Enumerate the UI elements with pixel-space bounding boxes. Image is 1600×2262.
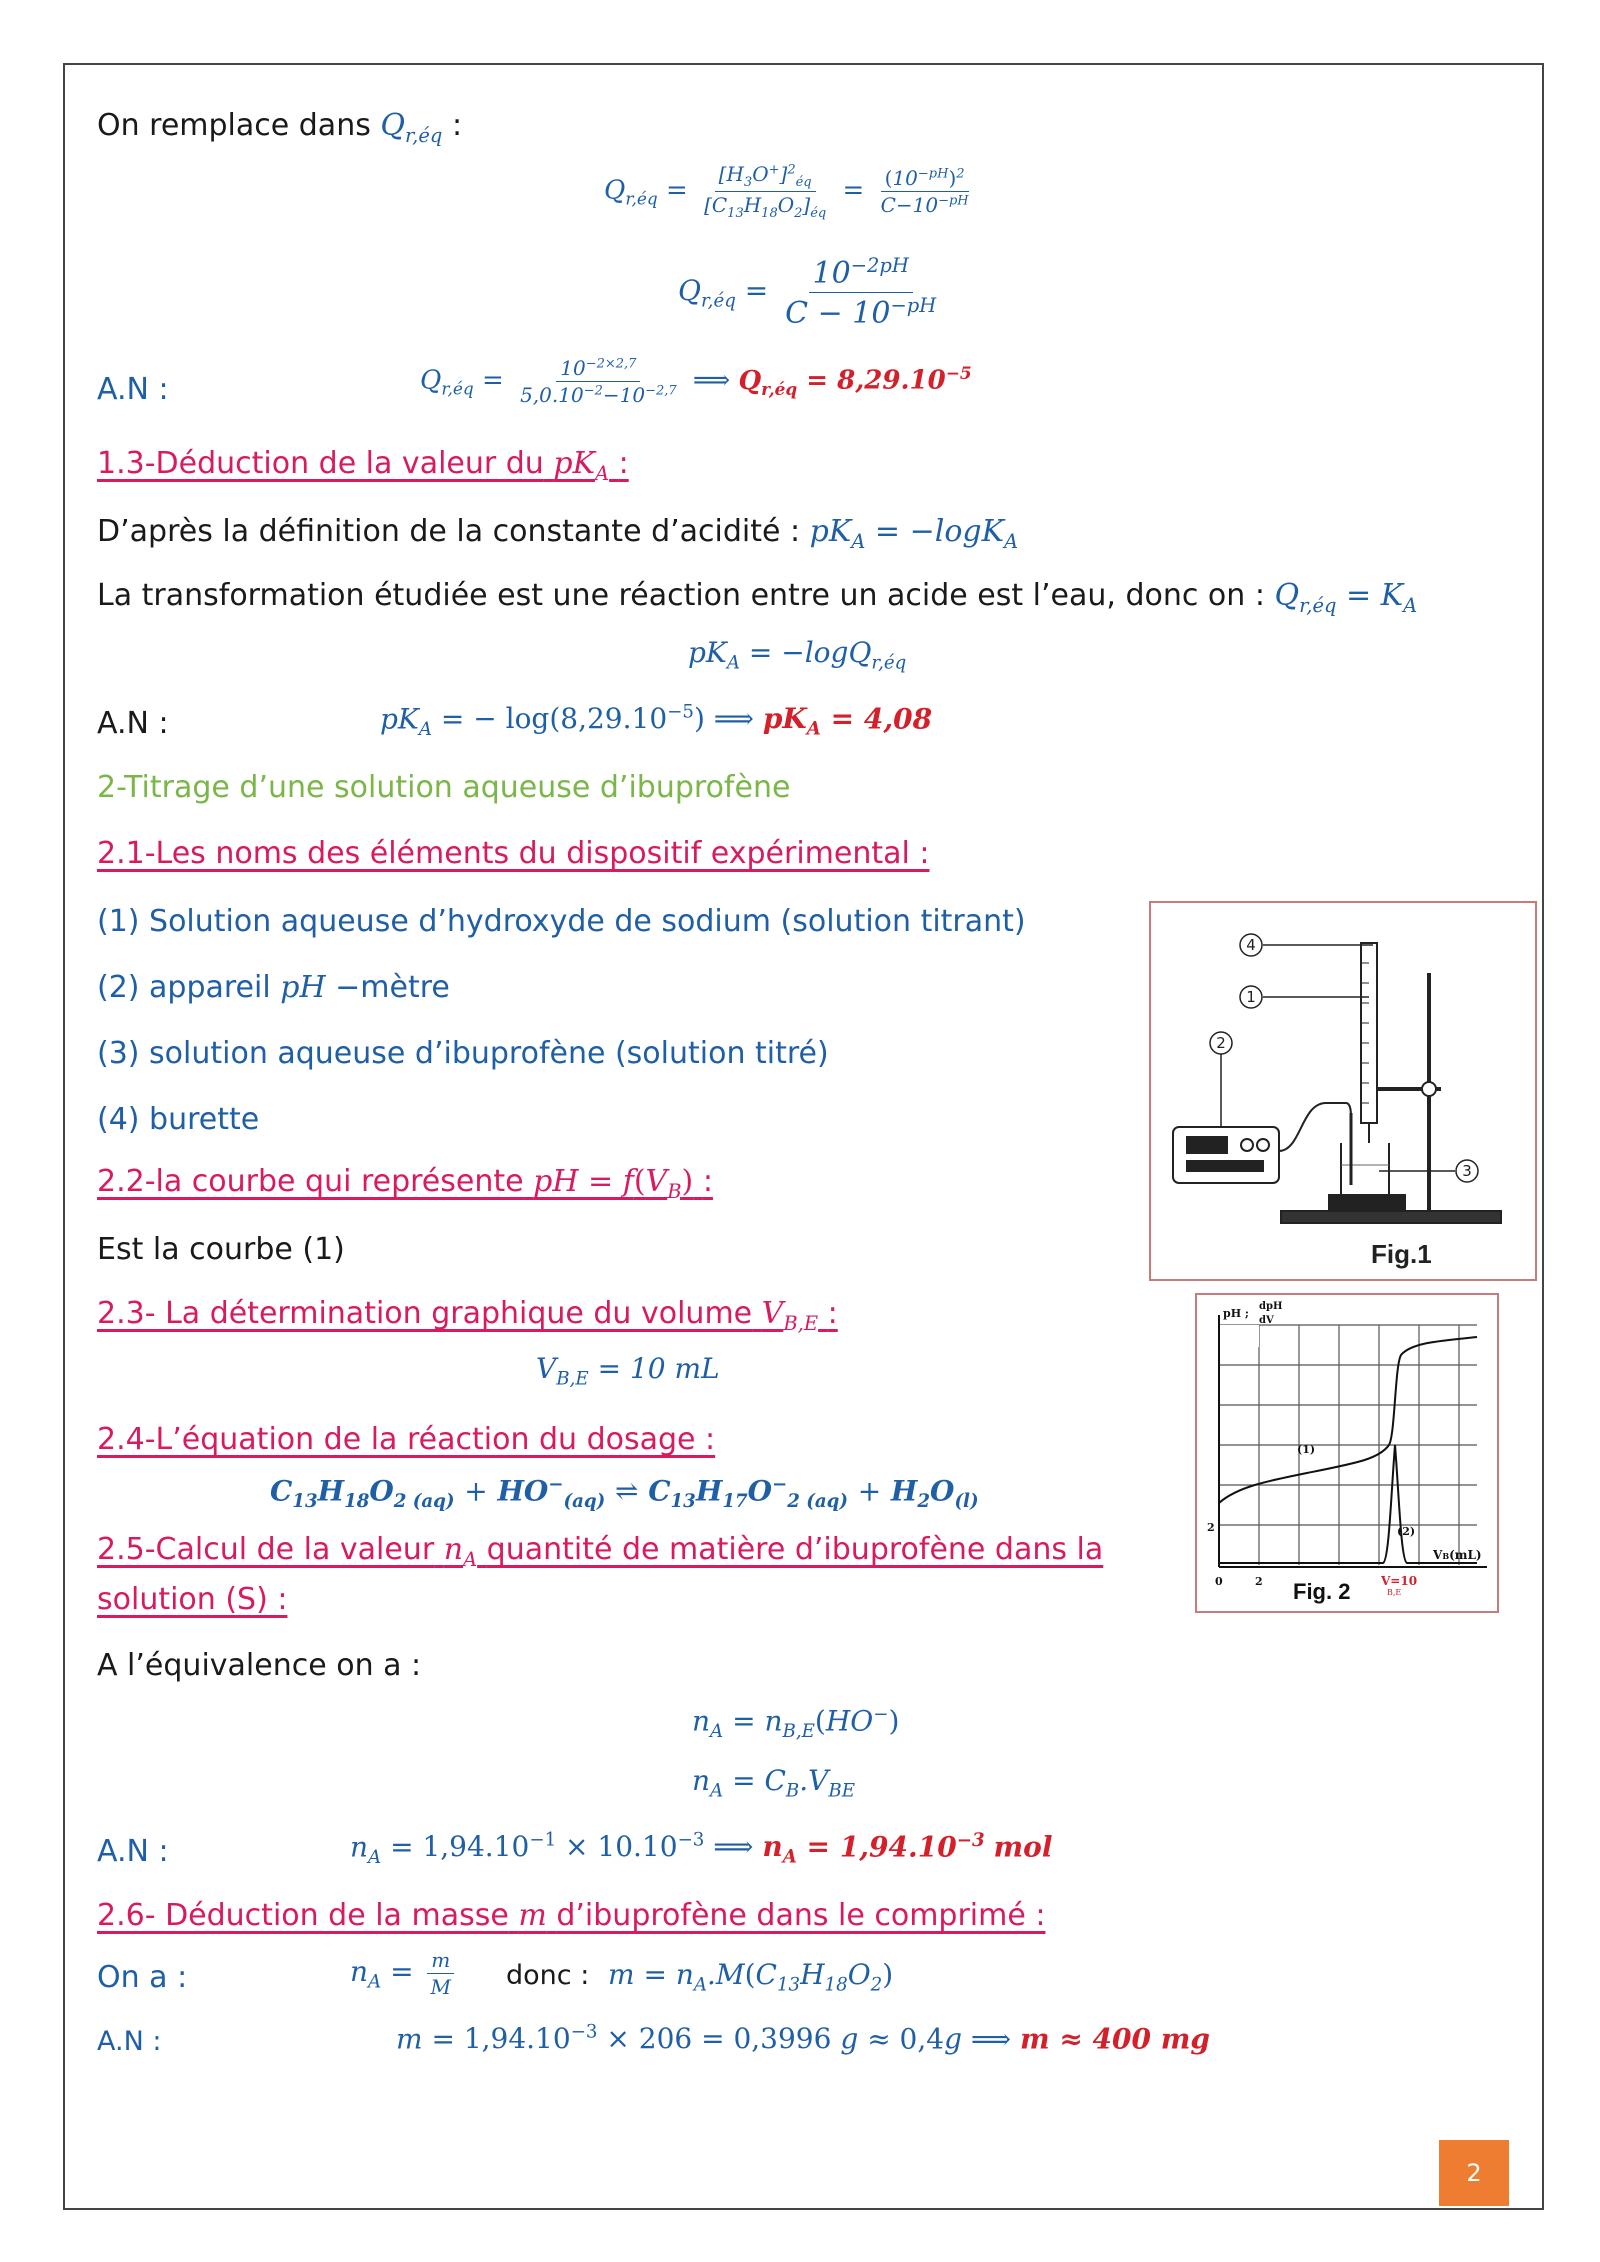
- on-a-label: On a :: [97, 1960, 188, 1995]
- an-label-pka: A.N :: [97, 706, 169, 741]
- item-3: (3) solution aqueuse d’ibuprofène (solution titré): [97, 1036, 829, 1071]
- figure-1: [1149, 901, 1537, 1281]
- formula-qreq-2: $Q_{r,éq}$ = $\frac{10^{-2pH}}{C - 10^{-pH}}$: [678, 254, 937, 331]
- formula-m-an: $m = 1,94.10^{-3} \times 206 = 0,3996$ g ≈ 0,4g ⟹ m ≈ 400 mg: [396, 2022, 1210, 2056]
- y-axis-label: pH ;: [1223, 1307, 1249, 1320]
- donc-label: donc :: [506, 1960, 590, 1991]
- heading-1-3: 1.3-Déduction de la valeur du $pK_A$ :: [97, 446, 629, 485]
- intro-line: On remplace dans $Q_{r,éq}$ :: [97, 108, 463, 147]
- heading-2-5-line2: solution (S) :: [97, 1582, 288, 1617]
- y-axis-label-den: dV: [1259, 1315, 1274, 1326]
- x-axis-label: VB(mL): [1433, 1548, 1482, 1562]
- curve-2: [1219, 1445, 1477, 1563]
- veq-label: V=10: [1381, 1574, 1418, 1588]
- answer-2-2: Est la courbe (1): [97, 1232, 345, 1267]
- an-label-m: A.N :: [97, 2026, 162, 2057]
- callout-4-label: 4: [1246, 936, 1256, 954]
- heading-2-4: 2.4-L’équation de la réaction du dosage :: [97, 1422, 716, 1457]
- heading-2-5-line1: 2.5-Calcul de la valeur $n_A$ quantité de matière d’ibuprofène dans la: [97, 1532, 1104, 1571]
- y-axis-label-num: dpH: [1259, 1301, 1283, 1312]
- figure-2: [1195, 1293, 1499, 1613]
- reaction-equation: $C_{13}H_{18}O_{2 (aq)} + HO^-_{(aq)}$ ⇌ $C_{13}H_{17}O^-_{2 (aq)} + H_2O_{(l)}$: [270, 1474, 979, 1512]
- titration-setup-illustration: [1151, 903, 1535, 1279]
- titration-curve-graph: [1197, 1295, 1497, 1611]
- heading-2: 2-Titrage d’une solution aqueuse d’ibuprofène: [97, 770, 791, 805]
- item-4: (4) burette: [97, 1102, 260, 1137]
- fig1-caption: Fig.1: [1371, 1239, 1432, 1269]
- item-1: (1) Solution aqueuse d’hydroxyde de sodium (solution titrant): [97, 904, 1026, 939]
- formula-pka-an: $pK_A$ = − $\log(8,29.10^{-5})$ ⟹ $pK_A = 4,08$: [380, 702, 933, 740]
- tick-x-0: 0: [1215, 1575, 1223, 1588]
- tick-x-2: 2: [1255, 1575, 1263, 1588]
- callout-2-label: 2: [1216, 1034, 1226, 1052]
- formula-qreq-an: $Q_{r,éq}$ = $\frac{10^{-2\times 2,7}}{5,0.10^{-2}-10^{-2,7}}$ ⟹ $Q_{r,éq} = 8,29.10^{-5}$: [420, 356, 972, 407]
- equivalence-line: A l’équivalence on a :: [97, 1648, 422, 1683]
- item-2: (2) appareil pH −mètre: [97, 970, 450, 1005]
- heading-2-1: 2.1-Les noms des éléments du dispositif expérimental :: [97, 836, 930, 871]
- formula-na-2: $n_A = C_B.V_{BE}$: [692, 1764, 856, 1802]
- tick-y-2: 2: [1207, 1521, 1215, 1534]
- formula-vbe: $V_{B,E} = 10$ mL: [536, 1352, 720, 1390]
- curve-1: [1219, 1337, 1477, 1503]
- an-label-na: A.N :: [97, 1834, 169, 1869]
- formula-na-m: $n_A$ = $\frac{m}{M}$: [350, 1948, 459, 1999]
- an-label-q: A.N :: [97, 372, 169, 407]
- veq-sub: B,E: [1387, 1588, 1402, 1597]
- callout-1-label: 1: [1246, 988, 1256, 1006]
- line-transformation: La transformation étudiée est une réaction entre un acide est l’eau, donc on : $Q_{r,éq} = K_A$: [97, 578, 1418, 617]
- formula-m: $m = n_A.M(C_{13}H_{18}O_2)$: [608, 1958, 894, 1996]
- heading-2-2: 2.2-la courbe qui représente pH = $f(V_B)$ :: [97, 1164, 713, 1203]
- fig2-caption: Fig. 2: [1293, 1579, 1351, 1604]
- curve-2-label: (2): [1397, 1525, 1416, 1538]
- heading-2-3: 2.3- La détermination graphique du volume $V_{B,E}$ :: [97, 1296, 838, 1335]
- line-definition: D’après la définition de la constante d’acidité : $pK_A = -\log K_A$: [97, 514, 1019, 553]
- formula-na-an: $n_A = 1,94.10^{-1} \times 10.10^{-3}$ ⟹ $n_A = 1,94.10^{-3}$ mol: [350, 1830, 1053, 1868]
- formula-pka: $pK_A = -\log Q_{r,éq}$: [688, 636, 907, 674]
- curve-1-label: (1): [1297, 1443, 1316, 1456]
- callout-3-label: 3: [1462, 1162, 1472, 1180]
- formula-na-1: $n_A = n_{B,E}(HO^-)$: [692, 1704, 900, 1742]
- page-number: 2: [1439, 2140, 1509, 2206]
- heading-2-6: 2.6- Déduction de la masse m d’ibuprofène dans le comprimé :: [97, 1898, 1046, 1933]
- formula-qreq-1: $Q_{r,éq}$ = $\frac{[H_3O^+]^2_{éq}}{[C_{13}H_{18}O_2]_{éq}}$ = $\frac{(10^{-pH})^2}{C-10^{-pH}}$: [604, 162, 969, 221]
